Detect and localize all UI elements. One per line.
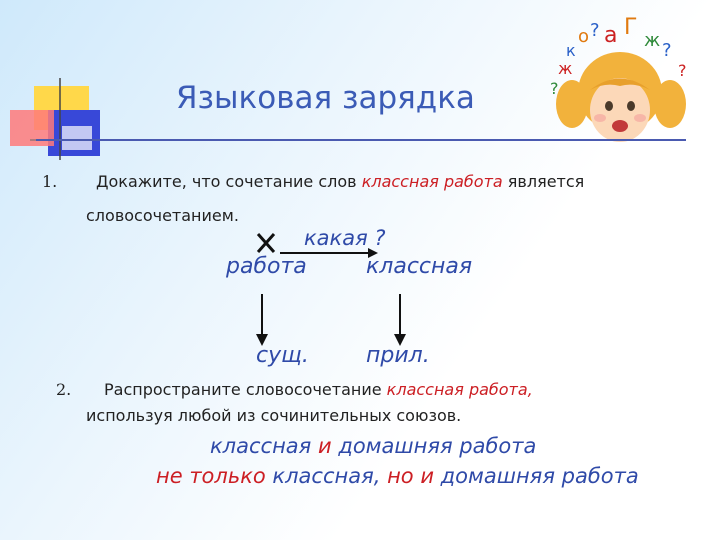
task-1-line-2: словосочетанием. [86,206,239,225]
task-1-line-1 [96,172,584,191]
answer-2-conjunction-1: не только [156,464,266,488]
svg-text:?: ? [590,20,600,41]
svg-text:а: а [604,23,618,48]
decorative-squares-icon [10,78,110,168]
svg-text:?: ? [678,61,687,80]
svg-text:к: к [566,41,576,60]
task-2-phrase: классная работа, [386,380,533,399]
task-2-line-2: используя любой из сочинительных союзов. [86,406,462,425]
svg-text:?: ? [662,40,672,61]
task-1-phrase: классная работа [361,172,503,191]
svg-text:ж: ж [644,30,661,51]
part-of-speech-arrows [250,290,410,350]
answer-1-part-1: классная [210,434,318,458]
slide-title: Языковая зарядка [176,80,475,116]
task-2-line-1 [104,380,533,399]
answer-2-part-2: домашняя работа [433,464,639,488]
task-1-text-end: является [502,172,585,191]
diagram-main-pos: сущ. [256,343,309,368]
answer-1 [210,434,536,458]
diagram-question: какая ? [304,226,386,250]
answer-2-conjunction-2: но и [387,464,434,488]
task-1-number: 1. [42,172,58,191]
answer-2-part-1: классная, [265,464,388,488]
task-2-number: 2. [56,380,72,399]
answer-2 [156,464,639,488]
task-2-text-start: Распространите словосочетание [104,380,387,399]
answer-1-conjunction: и [317,434,332,458]
girl-illustration-icon [530,12,705,152]
title-divider [36,139,686,141]
svg-text:о: о [578,26,590,47]
task-1-text-start: Докажите, что сочетание слов [96,172,362,191]
answer-1-part-2: домашняя работа [331,434,537,458]
diagram-dependent-word: классная [366,254,473,279]
diagram-dependent-pos: прил. [366,343,430,368]
svg-text:?: ? [550,79,559,98]
svg-text:Г: Г [624,15,638,40]
svg-text:ж: ж [558,59,573,78]
diagram-main-word: работа [226,254,307,279]
